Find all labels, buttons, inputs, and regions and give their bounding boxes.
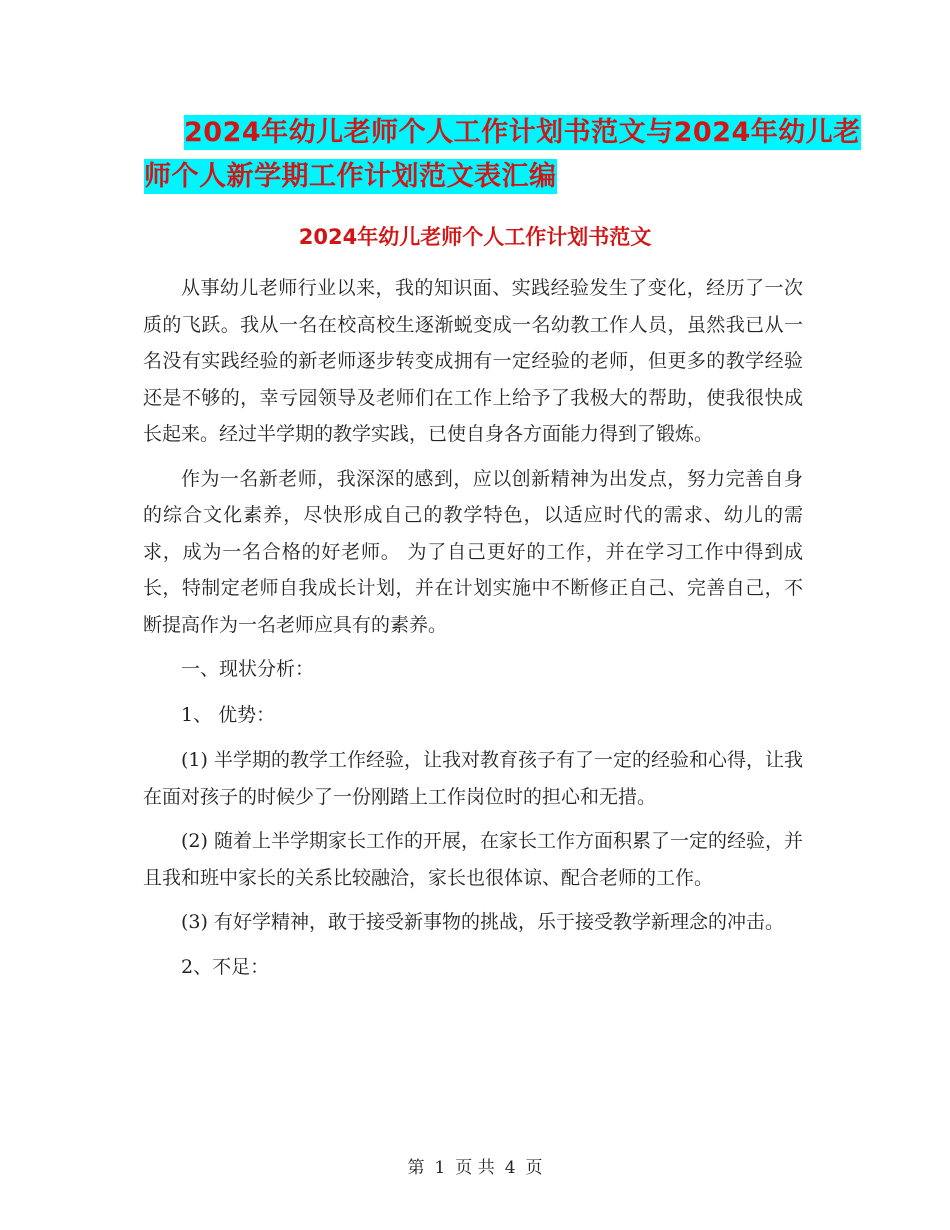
title-line-1: 2024年幼儿老师个人工作计划书范文与2024年幼儿老 <box>184 117 861 148</box>
title-line-2: 师个人新学期工作计划范文表汇编 <box>144 161 557 192</box>
body-text <box>143 270 803 993</box>
paragraph: 从事幼儿老师行业以来，我的知识面、实践经验发生了变化，经历了一次质的飞跃。我从一名在校高校生逐渐蜕变成一名幼教工作人员，虽然我已从一名没有实践经验的新老师逐步转变成拥有一定经验的老师，但更多的教学经验还是不够的，幸亏园领导及老师们在工作上给予了我极大的帮助，使我很快成长起来。经过半学期的教学实践，已使自身各方面能力得到了锻炼。 <box>143 277 803 445</box>
footer-prefix: 第 <box>407 1158 425 1178</box>
paragraph: (2) 随着上半学期家长工作的开展，在家长工作方面积累了一定的经验，并且我和班中家长的关系比较融洽，家长也很体谅、配合老师的工作。 <box>143 830 803 889</box>
paragraph: (3) 有好学精神，敢于接受新事物的挑战，乐于接受教学新理念的冲击。 <box>181 911 784 933</box>
page-footer <box>0 1153 950 1178</box>
footer-page-number: 1 <box>434 1158 446 1178</box>
document-title <box>144 111 861 199</box>
footer-total-pages: 4 <box>504 1158 516 1178</box>
paragraph: 2、不足： <box>181 955 270 978</box>
section-title: 2024年幼儿老师个人工作计划书范文 <box>298 225 652 249</box>
footer-middle: 页 共 <box>455 1158 495 1178</box>
paragraph: (1) 半学期的教学工作经验，让我对教育孩子有了一定的经验和心得，让我在面对孩子的时候少了一份刚踏上工作岗位时的担心和无措。 <box>143 749 803 808</box>
paragraph: 作为一名新老师，我深深的感到，应以创新精神为出发点，努力完善自身的综合文化素养，尽快形成自己的教学特色，以适应时代的需求、幼儿的需求，成为一名合格的好老师。 为了自己更好的工作，并在学习工作中得到成长，特制定老师自我成长计划，并在计划实施中不断修正自己、完善自己，不断提高作为一名老师应具有的素养。 <box>143 467 803 636</box>
paragraph: 1、 优势： <box>181 703 276 726</box>
paragraph: 一、现状分析： <box>181 658 315 680</box>
footer-suffix: 页 <box>525 1158 543 1178</box>
